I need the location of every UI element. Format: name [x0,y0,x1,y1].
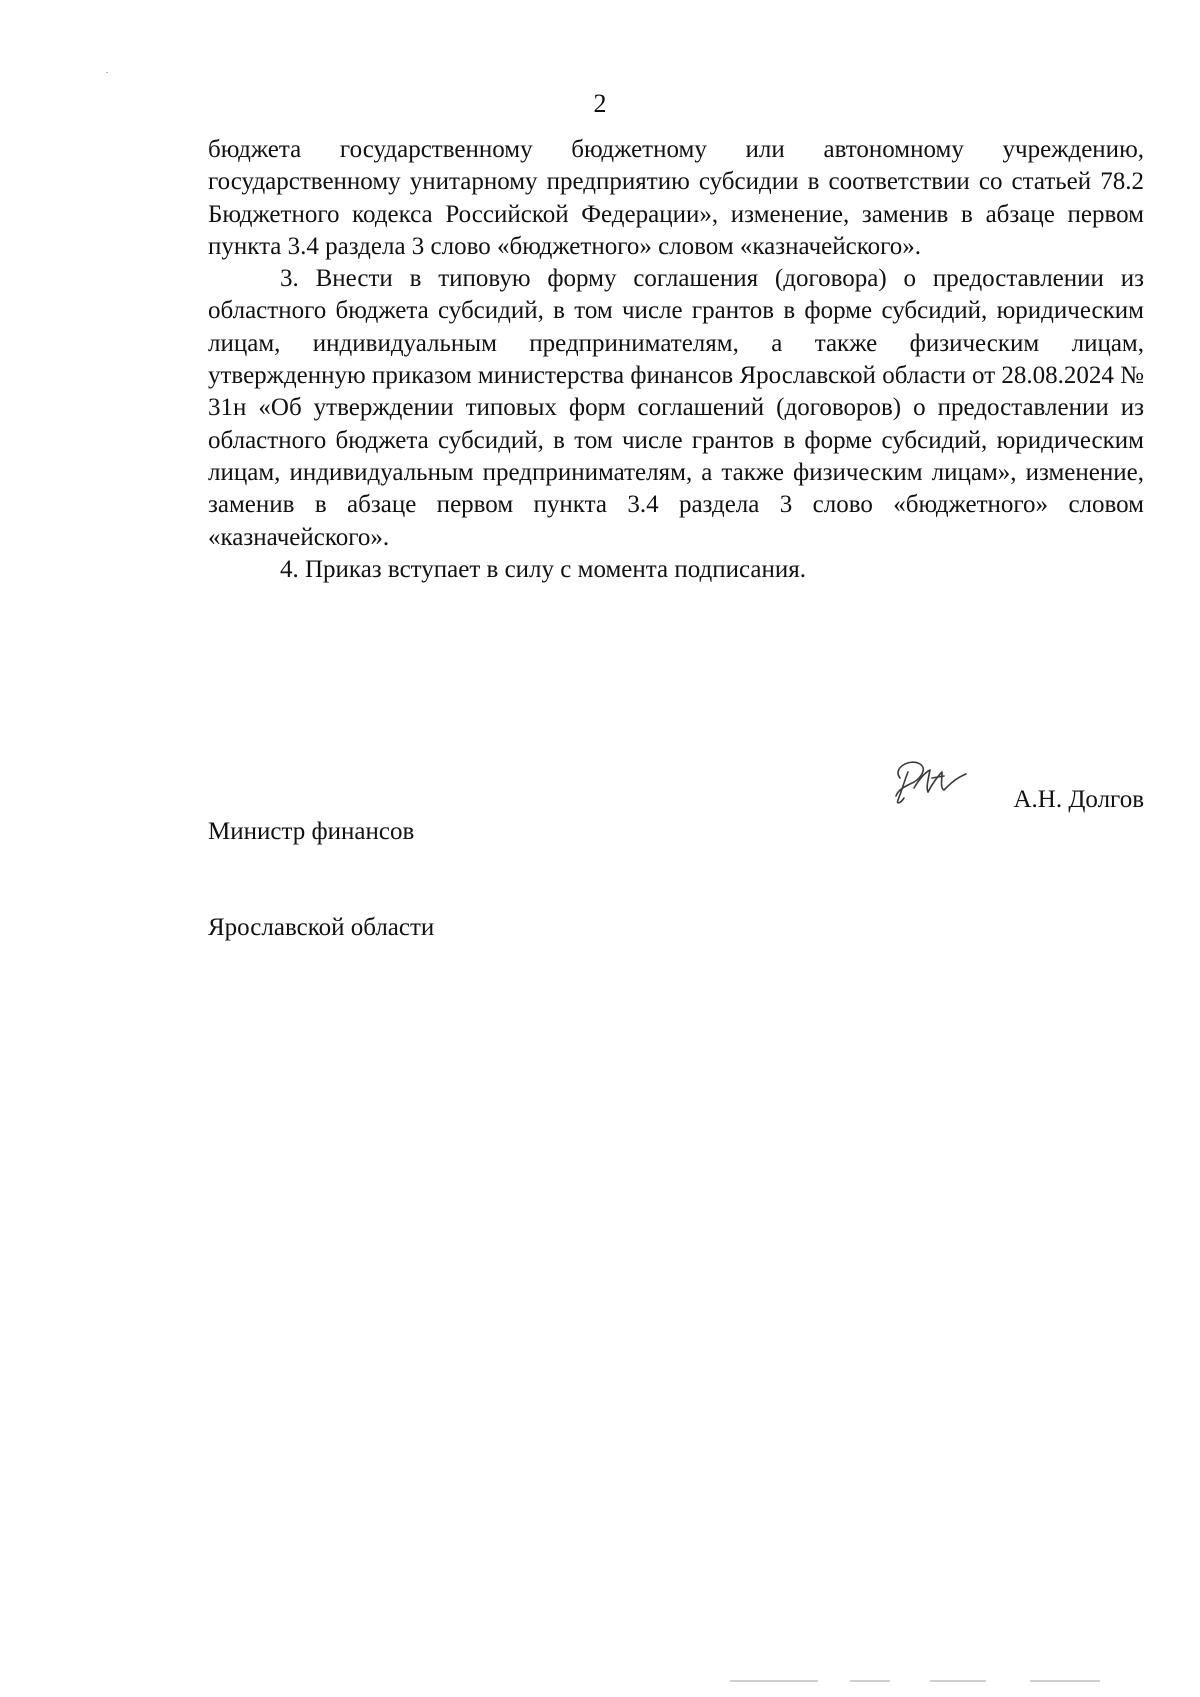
signatory-name: А.Н. Долгов [1013,786,1144,813]
signature-block [208,752,1144,941]
signatory-position-line-2: Ярославской области [208,914,435,941]
scan-margin-mark [106,72,108,73]
page-number-text: 2 [593,89,607,118]
signatory-position-line-1: Министр финансов [208,818,415,845]
handwritten-signature [880,754,972,812]
scan-edge-marks [730,1680,1150,1684]
paragraph-item-4: 4. Приказ вступает в силу с момента подписания. [280,555,806,583]
paragraph-continuation: бюджета государственному бюджетному или автономному учреждению, государственному унитарному предприятию субсидии в соответствии со статьей 78.2 Бюджетного кодекса Российской Федерации», изменение, заменив в абзаце первом пункта 3.4 раздела 3 слово «бюджетного» словом «казначейского». [208,136,1144,260]
page-number [0,88,1200,120]
document-body [208,134,1144,586]
paragraph-item-3: 3. Внести в типовую форму соглашения (договора) о предоставлении из областного бюджета субсидий, в том числе грантов в форме субсидий, юридическим лицам, индивидуальным предпринимателям, а также физическим лицам, утвержденную приказом министерства финансов Ярославской области от 28.08.2024 № 31н «Об утверждении типовых форм соглашений (договоров) о предоставлении из областного бюджета субсидий, в том числе грантов в форме субсидий, юридическим лицам, индивидуальным предпринимателям, а также физическим лицам», изменение, заменив в абзаце первом пункта 3.4 раздела 3 слово «бюджетного» словом «казначейского». [208,265,1144,551]
signatory-position [208,752,434,1008]
